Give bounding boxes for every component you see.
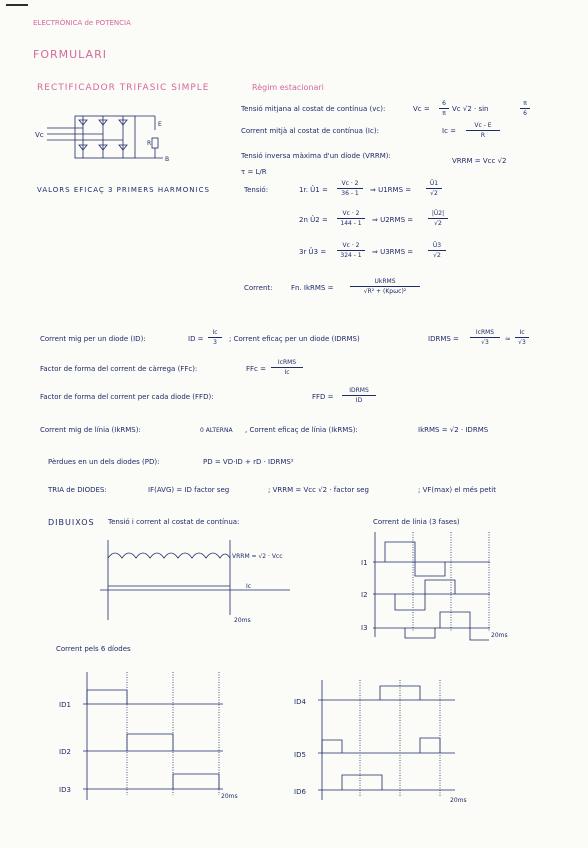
h2-rms-frac: |Û2| √2 [428,210,448,227]
loss-desc: Pèrdues en un dels diodes (PD): [48,458,160,466]
diode-mean-desc: Corrent mig per un diode (ID): [40,335,146,343]
f3-expr: VRRM = Vcc √2 [452,157,507,165]
line-alt: 0 ALTERNA [200,427,233,434]
h3-mid: ⇒ U3RMS = [372,248,414,256]
ffc-frac: IcRMS Ic [271,359,303,376]
dc-voltage-plot [100,540,300,630]
right-label-2: ID5 [294,751,306,759]
choice-desc: TRIA de DIODES: [48,486,107,494]
line-label-3: I3 [361,624,368,632]
e-label: E [158,121,162,128]
subject-title: ELECTRÒNICA de POTENCIA [33,19,131,27]
choice-v: ; VRRM = Vcc √2 · factor seg [268,486,369,494]
diode-rms-frac2: Ic √3 [515,329,529,346]
diode-mean-lhs: ID = [188,335,204,343]
h2-frac: Vc · 2 144 - 1 [337,210,365,227]
t20-label-3: 20ms [221,793,238,800]
vc-label: Vc [35,131,44,139]
c-frac: UkRMS √R² + (Kpωc)² [350,278,420,295]
h1-mid: ⇒ U1RMS = [370,186,412,194]
line-label-2: I2 [361,591,368,599]
loss-expr: PD = VD·ID + rD · IDRMS² [203,458,294,466]
ic-label: Ic [246,583,252,590]
choice-note: ; VF(max) el més petit [418,486,496,494]
b-label: B [165,156,170,163]
diode-mean-frac: Ic 3 [208,329,222,346]
h2-pre: 2n Û2 = [299,216,328,224]
f3-desc: Tensió inversa màxima d'un díode (VRRM): [241,152,391,160]
vrrm-label: VRRM = √2 · Vcc [232,553,283,560]
ffd-lhs: FFD = [312,393,334,401]
rectifier-heading: RECTIFICADOR TRIFASIC SIMPLE [37,83,210,93]
right-label-1: ID4 [294,698,306,706]
diode-rms-lhs: IDRMS = [428,335,459,343]
h3-rms-frac: Û3 √2 [428,242,446,259]
right-label-3: ID6 [294,788,306,796]
f2-desc: Corrent mitjà al costat de contínua (Ic): [241,127,379,135]
t20-label-1: 20ms [234,617,251,624]
ffc-lhs: FFc = [246,365,266,373]
line-current-plot [355,532,525,642]
f1-desc: Tensió mitjana al costat de contínua (vc): [241,105,386,113]
h2-mid: ⇒ U2RMS = [372,216,414,224]
f1-frac: 6 π [439,100,449,117]
f1-rest: Vc √2 · sin [452,105,489,113]
r-label: R [147,140,152,147]
f1-lhs: Vc = [413,105,430,113]
f4-expr: τ = L/R [241,168,267,176]
voltage-desc: Tensió i corrent al costat de contínua: [108,518,240,526]
f2-lhs: Ic = [442,127,457,135]
ffd-desc: Factor de forma del corrent per cada diode (FFD): [40,393,214,401]
ffd-frac: IDRMS ID [342,387,376,404]
line-desc: Corrent mig de línia (IkRMS): [40,426,141,434]
line-rms-desc: , Corrent eficaç de línia (IkRMS): [245,426,358,434]
rectifier-circuit [35,110,185,170]
harmonics-heading: VALORS EFICAÇ 3 PRIMERS HARMONICS [37,186,210,194]
tension-label: Tensió: [244,186,269,194]
f1-sin-frac: π 6 [520,100,530,117]
ffc-desc: Factor de forma del corrent de càrrega (FFc): [40,365,198,373]
choice-i: IF(AVG) = ID factor seg [148,486,230,494]
page-title: FORMULARI [33,48,107,61]
line-rms-expr: IkRMS = √2 · IDRMS [418,426,489,434]
left-label-1: ID1 [59,701,71,709]
six-diodes-title: Corrent pels 6 díodes [56,645,131,653]
line-label-1: I1 [361,559,368,567]
diodes-left-plot [55,670,265,810]
t20-label-4: 20ms [450,797,467,804]
h3-frac: Vc · 2 324 - 1 [337,242,365,259]
f2-frac: Vc - E R [466,122,500,139]
diodes-right-plot [290,678,490,808]
h3-pre: 3r Û3 = [299,248,327,256]
h1-frac: Vc · 2 36 - 1 [337,180,363,197]
diode-rms-desc: ; Corrent eficaç per un diode (IDRMS) [229,335,360,343]
c-pre: Fn. IkRMS = [291,284,334,292]
diode-rms-approx: ≃ [505,335,511,343]
line-current-title: Corrent de línia (3 fases) [373,518,460,526]
diode-rms-frac: IcRMS √3 [470,329,500,346]
drawings-heading: DIBUIXOS [48,518,95,527]
header-rule [6,4,28,6]
rectifier-mode: Règim estacionari [252,83,324,92]
h1-rms-frac: Û1 √2 [426,180,442,197]
corrent-label: Corrent: [244,284,273,292]
h1-pre: 1r. Û1 = [299,186,328,194]
t20-label-2: 20ms [491,632,508,639]
left-label-2: ID2 [59,748,71,756]
left-label-3: ID3 [59,786,71,794]
